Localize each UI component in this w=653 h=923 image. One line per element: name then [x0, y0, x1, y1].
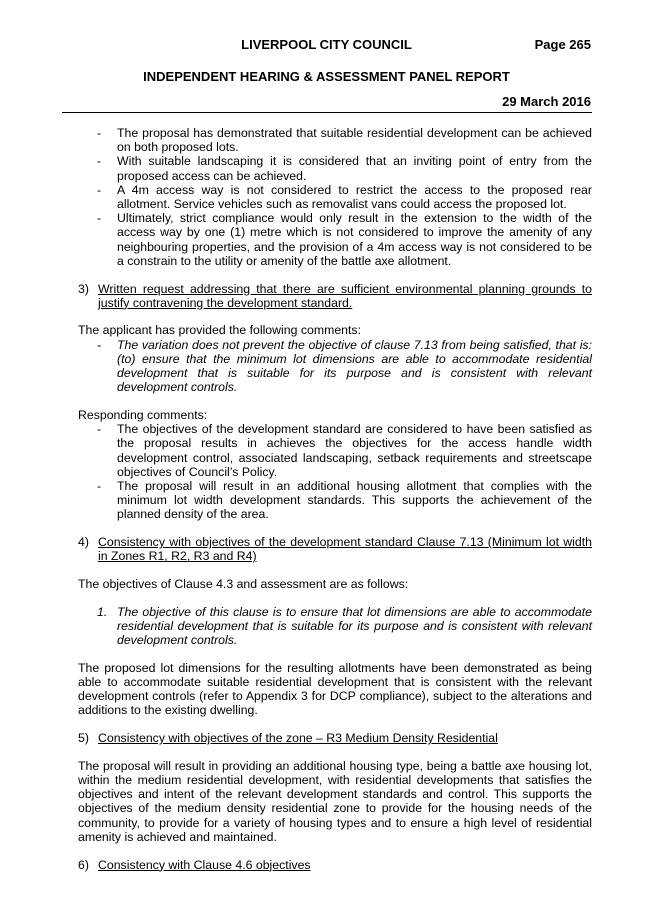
section-5-body: The proposal will result in providing an additional housing type, being a battle axe housing lot, within the medium residential development, with residential developments that satisfies the objectives and intent of the relevant development standards and control. This supports the objectives of the medium density residential zone to provide for the housing needs of the community, to provide for a variety of housing types and to ensure a high level of residential amenity is achieved and maintained.	[78, 758, 592, 844]
header-divider	[62, 112, 592, 113]
responding-intro: Responding comments:	[78, 407, 208, 422]
list-item: - The objectives of the development standard are considered to have been satisfied as the proposal results in achieves the objectives for the access handle width development control, associated landscaping, setback requirements and streetscape objectives of Council’s Policy.	[97, 422, 592, 479]
page-number: Page 265	[534, 37, 591, 52]
applicant-bullet-list	[78, 338, 592, 395]
list-item: - Ultimately, strict compliance would only result in the extension to the width of the access way by one (1) metre which is not considered to improve the amenity of any neighbouring properties, and the provision of a 4m access way is not considered to be a constrain to the utility or amenity of the battle axe allotment.	[97, 211, 592, 268]
council-name: LIVERPOOL CITY COUNCIL	[241, 37, 412, 52]
section-4-heading: 4) Consistency with objectives of the development standard Clause 7.13 (Minimum lot width in Zones R1, R2, R3 and R4)	[78, 535, 592, 564]
responding-bullet-list	[78, 422, 592, 521]
section-6-heading: 6) Consistency with Clause 4.6 objectives	[78, 857, 311, 872]
section-5-heading: 5) Consistency with objectives of the zone – R3 Medium Density Residential	[78, 731, 498, 746]
section-3-heading: 3) Written request addressing that there are sufficient environmental planning grounds to justify contravening the development standard.	[78, 281, 592, 310]
section-4-intro: The objectives of Clause 4.3 and assessment are as follows:	[78, 576, 409, 591]
list-item: - The variation does not prevent the objective of clause 7.13 from being satisfied, that is: (to) ensure that the minimum lot dimensions are able to accommodate residential development that is suitable for its purpose and is consistent with relevant development controls.	[97, 337, 592, 395]
list-item: - The proposal has demonstrated that suitable residential development can be achieved on both proposed lots.	[97, 126, 592, 155]
list-item: - A 4m access way is not considered to restrict the access to the proposed rear allotment. Service vehicles such as removalist vans could access the proposed lot.	[97, 182, 592, 212]
section-4-objective: 1. The objective of this clause is to ensure that lot dimensions are able to accommodate residential development that is suitable for its purpose and is consistent with relevant development controls.	[97, 604, 592, 648]
list-item: - The proposal will result in an additional housing allotment that complies with the minimum lot width development standards. This supports the achievement of the planned density of the area.	[97, 478, 592, 522]
report-date: 29 March 2016	[502, 94, 591, 109]
section-4-assessment: The proposed lot dimensions for the resulting allotments have been demonstrated as being able to accommodate suitable residential development that is consistent with the relevant development controls (refer to Appendix 3 for DCP compliance), subject to the alterations and additions to the existing dwelling.	[78, 660, 592, 718]
report-title: INDEPENDENT HEARING & ASSESSMENT PANEL REPORT	[143, 69, 510, 84]
report-body	[78, 126, 592, 872]
applicant-intro: The applicant has provided the following comments:	[78, 323, 361, 338]
list-item: - With suitable landscaping it is considered that an inviting point of entry from the proposed access can be achieved.	[97, 154, 592, 183]
intro-bullet-list	[78, 126, 592, 268]
